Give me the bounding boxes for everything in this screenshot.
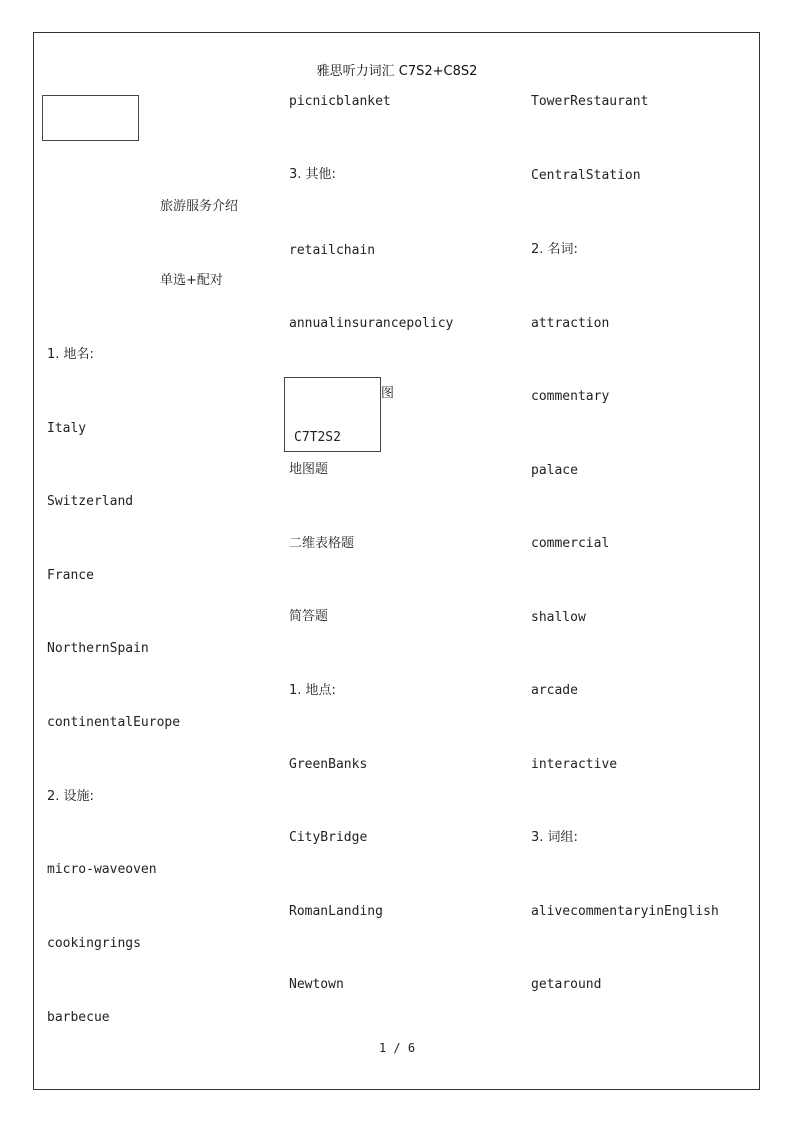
heading-locations: 1. 地点: — [289, 683, 336, 698]
noun-item: commercial — [531, 536, 610, 551]
heading-places: 1. 地名: — [47, 347, 94, 362]
location-item: RomanLanding — [289, 904, 383, 919]
noun-item: interactive — [531, 757, 618, 772]
box-edge-glyph: 图 — [381, 386, 395, 401]
section-title: 旅游服务介绍 — [160, 199, 239, 214]
middle-item: annualinsurancepolicy — [289, 316, 454, 331]
question-type-item: 简答题 — [289, 609, 329, 624]
noun-item: commentary — [531, 389, 610, 404]
question-type-item: 二维表格题 — [289, 536, 355, 551]
place-item: Italy — [47, 421, 87, 436]
place-item: continentalEurope — [47, 715, 181, 730]
phrase-item: getaround — [531, 977, 602, 992]
page-frame — [33, 32, 760, 1090]
phrase-item: alivecommentaryinEnglish — [531, 904, 719, 919]
heading-phrases: 3. 词组: — [531, 830, 578, 845]
middle-item: picnicblanket — [289, 94, 391, 109]
place-item: Switzerland — [47, 494, 134, 509]
empty-image-box — [42, 95, 139, 141]
middle-item: retailchain — [289, 243, 376, 258]
question-type-item: 地图题 — [289, 462, 329, 477]
right-item: TowerRestaurant — [531, 94, 649, 109]
noun-item: arcade — [531, 683, 578, 698]
noun-item: shallow — [531, 610, 586, 625]
question-type: 单选+配对 — [160, 273, 223, 288]
right-item: CentralStation — [531, 168, 641, 183]
noun-item: palace — [531, 463, 578, 478]
noun-item: attraction — [531, 316, 610, 331]
heading-other: 3. 其他: — [289, 167, 336, 182]
facility-item: micro-waveoven — [47, 862, 157, 877]
place-item: NorthernSpain — [47, 641, 149, 656]
page-indicator: 1 / 6 — [378, 1041, 416, 1055]
location-item: CityBridge — [289, 830, 368, 845]
place-item: France — [47, 568, 94, 583]
facility-item: barbecue — [47, 1010, 110, 1025]
document-title: 雅思听力词汇 C7S2+C8S2 — [316, 64, 478, 79]
facility-item: cookingrings — [47, 936, 141, 951]
location-item: Newtown — [289, 977, 344, 992]
exam-label-box — [284, 377, 395, 452]
heading-facilities: 2. 设施: — [47, 789, 94, 804]
heading-nouns: 2. 名词: — [531, 242, 578, 257]
exam-label: C7T2S2 — [294, 430, 341, 445]
location-item: GreenBanks — [289, 757, 368, 772]
